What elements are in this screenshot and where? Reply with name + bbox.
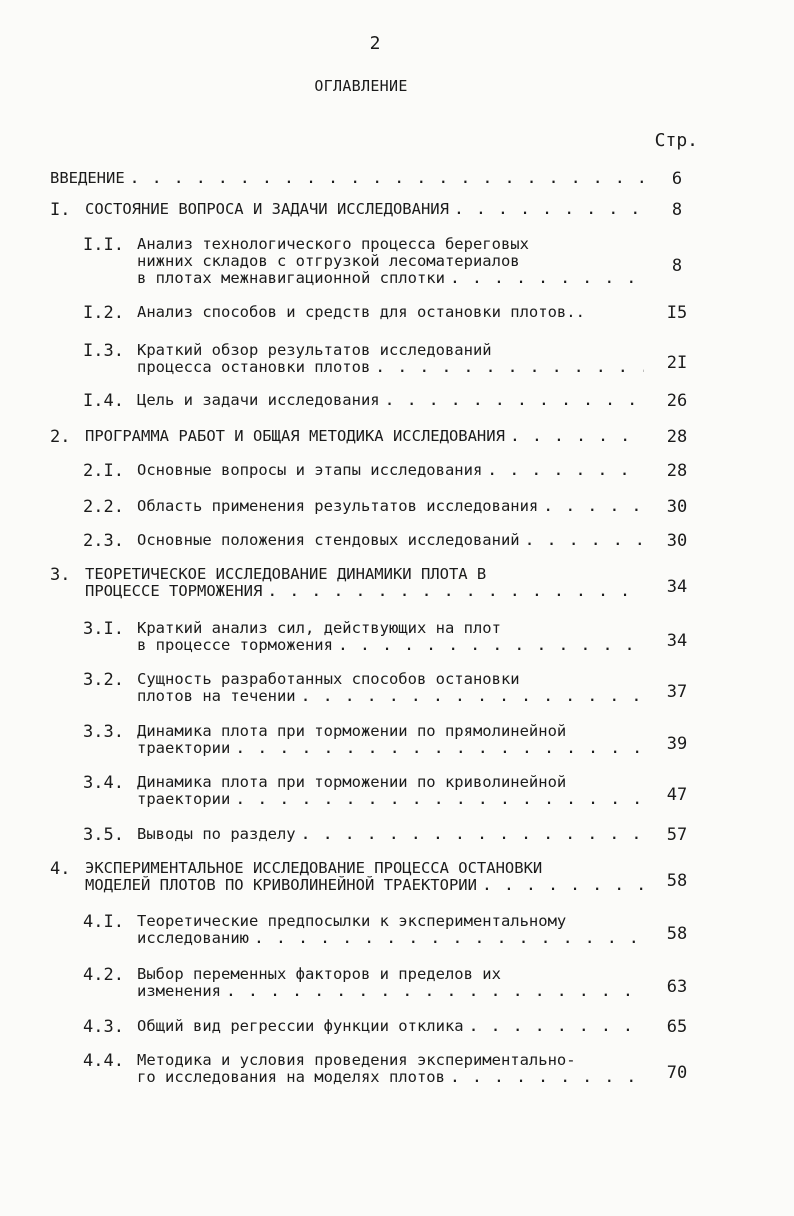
toc-entry xyxy=(0,498,794,515)
toc-entry-title: ПРОЦЕССЕ ТОРМОЖЕНИЯ xyxy=(85,582,263,600)
toc-entry-title: нижних складов с отгрузкой лесоматериалов xyxy=(137,252,520,270)
toc-entry xyxy=(0,304,794,321)
toc-entry xyxy=(0,532,794,549)
dot-leader xyxy=(544,499,644,516)
toc-entry xyxy=(0,913,794,947)
dot-leader xyxy=(451,1070,644,1087)
toc-entry-number: 2.2. xyxy=(83,497,124,517)
toc-entry-title: МОДЕЛЕЙ ПЛОТОВ ПО КРИВОЛИНЕЙНОЙ ТРАЕКТОРИИ xyxy=(85,876,477,894)
toc-entry-page: 2I xyxy=(666,353,688,373)
dot-leader xyxy=(268,584,644,601)
toc-entry-title: ПРОГРАММА РАБОТ И ОБЩАЯ МЕТОДИКА ИССЛЕДОВАНИЯ xyxy=(85,427,505,445)
toc-entry-page: 57 xyxy=(666,825,688,845)
dot-leader xyxy=(302,827,644,844)
toc-entry xyxy=(0,1052,794,1086)
dot-leader xyxy=(483,878,644,895)
toc-entry-title: го исследования на моделях плотов xyxy=(137,1068,445,1086)
toc-entry-title: Общий вид регрессии функции отклика xyxy=(137,1017,464,1035)
toc-entry-number: I. xyxy=(50,200,71,220)
toc-entry-title: в процессе торможения xyxy=(137,636,333,654)
toc-entry-page: 65 xyxy=(666,1017,688,1037)
toc-entry-number: 4. xyxy=(50,859,71,879)
dot-leader xyxy=(131,171,644,188)
toc-entry-title: Краткий анализ сил, действующих на плот xyxy=(137,619,501,637)
toc-entry-title: ТЕОРЕТИЧЕСКОЕ ИССЛЕДОВАНИЕ ДИНАМИКИ ПЛОТА В xyxy=(85,565,487,583)
dot-leader xyxy=(339,638,644,655)
dot-leader xyxy=(236,792,644,809)
toc-entry xyxy=(0,860,794,894)
toc-entry-number: 2.3. xyxy=(83,531,124,551)
toc-entry-page: 30 xyxy=(666,531,688,551)
toc-entry-title: Область применения результатов исследования xyxy=(137,497,539,515)
toc-entry-title: Динамика плота при торможении по прямолинейной xyxy=(137,722,567,740)
toc-entry-title: траектории xyxy=(137,790,231,808)
toc-entry-number: I.I. xyxy=(83,235,124,255)
toc-entry-number: 3.I. xyxy=(83,619,124,639)
dot-leader xyxy=(511,429,644,446)
dot-leader xyxy=(488,463,644,480)
toc-entry-page: 63 xyxy=(666,977,688,997)
toc-entry-number: 3.5. xyxy=(83,825,124,845)
toc-entry-title: Анализ технологического процесса береговых xyxy=(137,235,529,253)
toc-entry-title: СОСТОЯНИЕ ВОПРОСА И ЗАДАЧИ ИССЛЕДОВАНИЯ xyxy=(85,200,449,218)
toc-entry-title: ЭКСПЕРИМЕНТАЛЬНОЕ ИССЛЕДОВАНИЕ ПРОЦЕССА ОСТАНОВКИ xyxy=(85,859,543,877)
document-title: ОГЛАВЛЕНИЕ xyxy=(314,77,408,95)
toc-entry-number: I.3. xyxy=(83,341,124,361)
toc-entry xyxy=(0,428,794,445)
toc-entry-page: 58 xyxy=(666,871,688,891)
toc-entry-number: 3.2. xyxy=(83,670,124,690)
toc-entry-title: Выбор переменных факторов и пределов их xyxy=(137,965,501,983)
toc-entry-title: процесса остановки плотов xyxy=(137,358,371,376)
toc-entry-page: 28 xyxy=(666,427,688,447)
toc-entry xyxy=(0,966,794,1000)
toc-entry-title: Основные положения стендовых исследований xyxy=(137,531,520,549)
toc-entry-title: плотов на течении xyxy=(137,687,296,705)
toc-entry xyxy=(0,826,794,843)
toc-entry-page: 26 xyxy=(666,391,688,411)
dot-leader xyxy=(451,271,644,288)
toc-entry-number: 3.3. xyxy=(83,722,124,742)
toc-entry-page: 70 xyxy=(666,1063,688,1083)
dot-leader xyxy=(470,1019,644,1036)
toc-entry-trail: .. xyxy=(566,303,585,321)
toc-entry-number: 4.4. xyxy=(83,1051,124,1071)
toc-entry-number: 3. xyxy=(50,565,71,585)
toc-entry-title: Теоретические предпосылки к экспериментальному xyxy=(137,912,567,930)
toc-entry-number: 4.3. xyxy=(83,1017,124,1037)
toc-entry-title: Динамика плота при торможении по криволинейной xyxy=(137,773,567,791)
toc-entry-number: 4.2. xyxy=(83,965,124,985)
dot-leader xyxy=(526,533,644,550)
toc-entry-page: 30 xyxy=(666,497,688,517)
toc-entry-page: 8 xyxy=(671,255,683,276)
toc-entry-page: 37 xyxy=(666,682,688,702)
toc-entry-title: изменения xyxy=(137,982,221,1000)
toc-entry xyxy=(0,1018,794,1035)
dot-leader xyxy=(455,202,644,219)
toc-entry xyxy=(0,201,794,218)
toc-entry-title: Основные вопросы и этапы исследования xyxy=(137,461,483,479)
dot-leader xyxy=(236,741,644,758)
toc-entry-title: исследованию xyxy=(137,929,249,947)
toc-entry-page: 39 xyxy=(666,734,688,754)
toc-entry-page: 34 xyxy=(666,631,688,651)
toc-entry-page: I5 xyxy=(666,303,688,323)
toc-entry xyxy=(0,462,794,479)
page-number: 2 xyxy=(369,33,381,54)
toc-entry xyxy=(0,671,794,705)
toc-entry xyxy=(0,342,794,376)
toc-entry-number: 4.I. xyxy=(83,912,124,932)
toc-entry-title: траектории xyxy=(137,739,231,757)
toc-entry-number: I.4. xyxy=(83,391,124,411)
toc-entry-title: Выводы по разделу xyxy=(137,825,296,843)
page-column-header: Стр. xyxy=(654,130,698,151)
toc-entry xyxy=(0,566,794,600)
dot-leader xyxy=(302,689,644,706)
toc-entry-page: 6 xyxy=(671,169,683,189)
toc-entry-page: 47 xyxy=(666,785,688,805)
toc-entry-title: Краткий обзор результатов исследований xyxy=(137,341,492,359)
toc-entry-number: 2. xyxy=(50,427,71,447)
toc-entry-title: ВВЕДЕНИЕ xyxy=(50,169,125,187)
toc-entry xyxy=(0,620,794,654)
dot-leader xyxy=(255,931,644,948)
toc-entry xyxy=(0,236,794,287)
toc-entry-page: 8 xyxy=(671,200,683,220)
toc-entry-number: 3.4. xyxy=(83,773,124,793)
dot-leader xyxy=(376,360,644,377)
toc-entry-title: Методика и условия проведения экспериментально- xyxy=(137,1051,576,1069)
toc-entry-title: в плотах межнавигационной сплотки xyxy=(137,269,445,287)
toc-entry-title: Сущность разработанных способов остановки xyxy=(137,670,520,688)
toc-entry xyxy=(0,392,794,409)
toc-entry xyxy=(0,774,794,808)
toc-entry-page: 34 xyxy=(666,577,688,597)
toc-entry-page: 58 xyxy=(666,924,688,944)
toc-entry-number: I.2. xyxy=(83,303,124,323)
dot-leader xyxy=(227,984,644,1001)
toc-entry xyxy=(0,723,794,757)
toc-entry xyxy=(0,170,794,187)
toc-entry-number: 2.I. xyxy=(83,461,124,481)
toc-entry-title: Анализ способов и средств для остановки плотов xyxy=(137,303,567,321)
toc-entry-page: 28 xyxy=(666,461,688,481)
toc-entry-title: Цель и задачи исследования xyxy=(137,391,380,409)
dot-leader xyxy=(386,393,644,410)
